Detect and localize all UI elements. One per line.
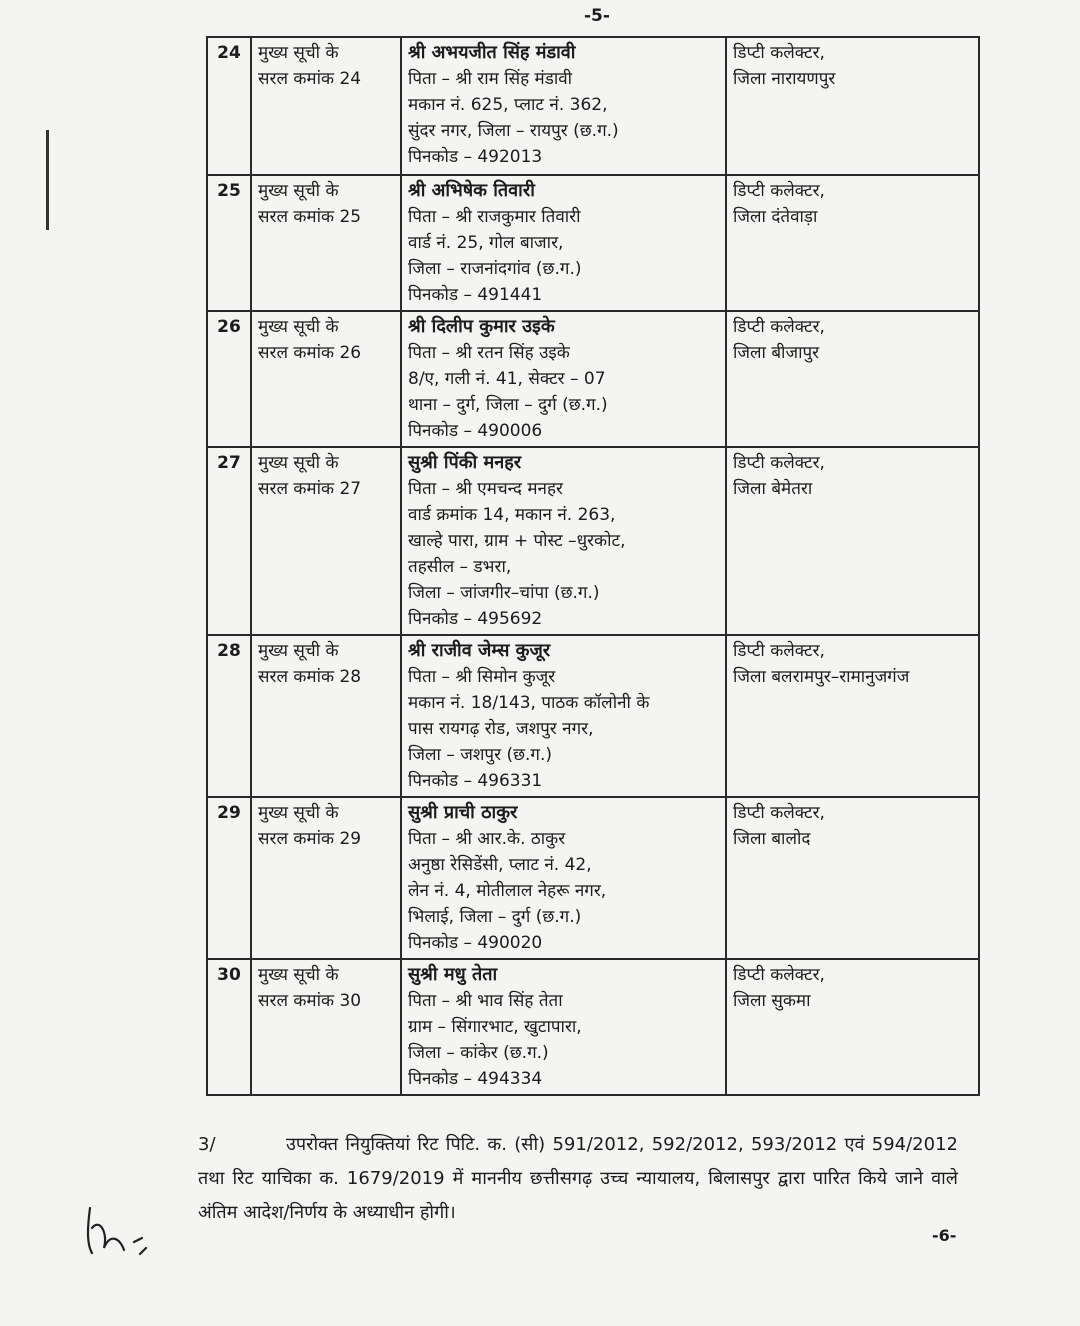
address-line: पिनकोड – 490020: [408, 933, 543, 953]
signature-mark: [80, 1198, 150, 1268]
address-line: पिता – श्री रतन सिंह उइके: [408, 343, 570, 363]
address-line: वार्ड नं. 25, गोल बाजार,: [408, 233, 564, 253]
paragraph-3: [198, 1128, 958, 1230]
posting-line: जिला नारायणपुर: [733, 69, 836, 89]
address-line: जिला – जशपुर (छ.ग.): [408, 745, 553, 765]
candidate-name: सुश्री प्राची ठाकुर: [408, 802, 518, 823]
address-line: मकान नं. 625, प्लाट नं. 362,: [408, 95, 608, 115]
address-line: सुंदर नगर, जिला – रायपुर (छ.ग.): [408, 121, 619, 141]
table-row: [207, 447, 979, 635]
address-line: पिता – श्री राम सिंह मंडावी: [408, 69, 573, 89]
main-list-reference-cell: [251, 37, 401, 175]
address-line: लेन नं. 4, मोतीलाल नेहरू नगर,: [408, 881, 607, 901]
main-list-reference-cell: [251, 635, 401, 797]
posting-line: डिप्टी कलेक्टर,: [733, 181, 825, 201]
candidate-details-cell: [401, 311, 726, 447]
table-row: [207, 635, 979, 797]
address-line: पिनकोड – 490006: [408, 421, 543, 441]
serial-number-cell: 27: [207, 447, 251, 635]
address-line: पिनकोड – 491441: [408, 285, 543, 305]
page-number-top: -5-: [584, 6, 610, 26]
candidate-name: सुश्री मधु तेता: [408, 964, 498, 985]
serial-number-cell: 29: [207, 797, 251, 959]
candidate-details-cell: [401, 797, 726, 959]
reference-line: मुख्य सूची के: [258, 965, 339, 985]
serial-number-cell: 26: [207, 311, 251, 447]
address-line: तहसील – डभरा,: [408, 557, 512, 577]
posting-cell: [726, 175, 979, 311]
main-list-reference-cell: [251, 175, 401, 311]
address-line: थाना – दुर्ग, जिला – दुर्ग (छ.ग.): [408, 395, 608, 415]
posting-line: जिला बेमेतरा: [733, 479, 813, 499]
appointment-table-container: [206, 36, 978, 1096]
posting-cell: [726, 37, 979, 175]
reference-line: सरल कमांक 24: [258, 69, 362, 89]
posting-line: डिप्टी कलेक्टर,: [733, 453, 825, 473]
address-line: जिला – राजनांदगांव (छ.ग.): [408, 259, 582, 279]
paragraph-number: 3/: [198, 1134, 216, 1155]
address-line: पिता – श्री सिमोन कुजूर: [408, 667, 556, 687]
paragraph-text: उपरोक्त नियुक्तियां रिट पिटि. क. (सी) 591/2012, 592/2012, 593/2012 एवं 594/2012 तथा रिट याचिका क. 1679/2019 में माननीय छत्तीसगढ़ उच्च न्यायालय, बिलासपुर द्वारा पारित किये जाने वाले अंतिम आदेश/निर्णय के अध्याधीन होगी।: [198, 1134, 958, 1223]
posting-line: डिप्टी कलेक्टर,: [733, 803, 825, 823]
posting-line: जिला बालोद: [733, 829, 811, 849]
main-list-reference-cell: [251, 447, 401, 635]
candidate-name: श्री राजीव जेम्स कुजूर: [408, 640, 551, 661]
table-row: [207, 797, 979, 959]
reference-line: सरल कमांक 29: [258, 829, 362, 849]
serial-number-cell: 30: [207, 959, 251, 1095]
address-line: अनुष्ठा रेसिडेंसी, प्लाट नं. 42,: [408, 855, 592, 875]
reference-line: मुख्य सूची के: [258, 181, 339, 201]
address-line: पिता – श्री भाव सिंह तेता: [408, 991, 563, 1011]
candidate-name: सुश्री पिंकी मनहर: [408, 452, 522, 473]
reference-line: सरल कमांक 27: [258, 479, 362, 499]
page-number-bottom: -6-: [932, 1226, 957, 1245]
posting-line: जिला सुकमा: [733, 991, 811, 1011]
reference-line: सरल कमांक 30: [258, 991, 362, 1011]
address-line: जिला – जांजगीर–चांपा (छ.ग.): [408, 583, 600, 603]
posting-line: डिप्टी कलेक्टर,: [733, 965, 825, 985]
serial-number-cell: 25: [207, 175, 251, 311]
reference-line: मुख्य सूची के: [258, 453, 339, 473]
address-line: पिनकोड – 495692: [408, 609, 543, 629]
posting-cell: [726, 635, 979, 797]
posting-line: जिला बलरामपुर–रामानुजगंज: [733, 667, 910, 687]
table-row: [207, 175, 979, 311]
posting-line: डिप्टी कलेक्टर,: [733, 317, 825, 337]
table-row: [207, 311, 979, 447]
address-line: 8/ए, गली नं. 41, सेक्टर – 07: [408, 369, 606, 389]
candidate-details-cell: [401, 175, 726, 311]
candidate-details-cell: [401, 959, 726, 1095]
candidate-name: श्री अभिषेक तिवारी: [408, 180, 535, 201]
reference-line: मुख्य सूची के: [258, 317, 339, 337]
reference-line: सरल कमांक 28: [258, 667, 362, 687]
margin-mark: [46, 130, 49, 230]
address-line: पिता – श्री आर.के. ठाकुर: [408, 829, 566, 849]
posting-line: जिला बीजापुर: [733, 343, 820, 363]
address-line: पिनकोड – 496331: [408, 771, 543, 791]
reference-line: मुख्य सूची के: [258, 641, 339, 661]
address-line: पिता – श्री राजकुमार तिवारी: [408, 207, 581, 227]
posting-line: डिप्टी कलेक्टर,: [733, 641, 825, 661]
address-line: वार्ड क्रमांक 14, मकान नं. 263,: [408, 505, 616, 525]
table-row: [207, 37, 979, 175]
posting-cell: [726, 959, 979, 1095]
candidate-name: श्री दिलीप कुमार उइके: [408, 316, 555, 337]
serial-number-cell: 24: [207, 37, 251, 175]
posting-cell: [726, 797, 979, 959]
address-line: ग्राम – सिंगारभाट, खुटापारा,: [408, 1017, 582, 1037]
address-line: पिनकोड – 494334: [408, 1069, 543, 1089]
reference-line: सरल कमांक 26: [258, 343, 362, 363]
candidate-name: श्री अभयजीत सिंह मंडावी: [408, 42, 576, 63]
address-line: जिला – कांकेर (छ.ग.): [408, 1043, 549, 1063]
address-line: खाल्हे पारा, ग्राम + पोस्ट –धुरकोट,: [408, 531, 626, 551]
posting-line: डिप्टी कलेक्टर,: [733, 43, 825, 63]
address-line: मकान नं. 18/143, पाठक कॉलोनी के: [408, 693, 650, 713]
posting-cell: [726, 447, 979, 635]
candidate-details-cell: [401, 447, 726, 635]
posting-line: जिला दंतेवाड़ा: [733, 207, 818, 227]
serial-number-cell: 28: [207, 635, 251, 797]
address-line: पास रायगढ़ रोड, जशपुर नगर,: [408, 719, 594, 739]
address-line: भिलाई, जिला – दुर्ग (छ.ग.): [408, 907, 582, 927]
main-list-reference-cell: [251, 797, 401, 959]
reference-line: मुख्य सूची के: [258, 803, 339, 823]
posting-cell: [726, 311, 979, 447]
address-line: पिता – श्री एमचन्द मनहर: [408, 479, 563, 499]
candidate-details-cell: [401, 635, 726, 797]
reference-line: सरल कमांक 25: [258, 207, 362, 227]
table-row: [207, 959, 979, 1095]
main-list-reference-cell: [251, 311, 401, 447]
appointment-table-body: [207, 37, 979, 1095]
address-line: पिनकोड – 492013: [408, 147, 543, 167]
main-list-reference-cell: [251, 959, 401, 1095]
candidate-details-cell: [401, 37, 726, 175]
reference-line: मुख्य सूची के: [258, 43, 339, 63]
appointment-table: [206, 36, 980, 1096]
